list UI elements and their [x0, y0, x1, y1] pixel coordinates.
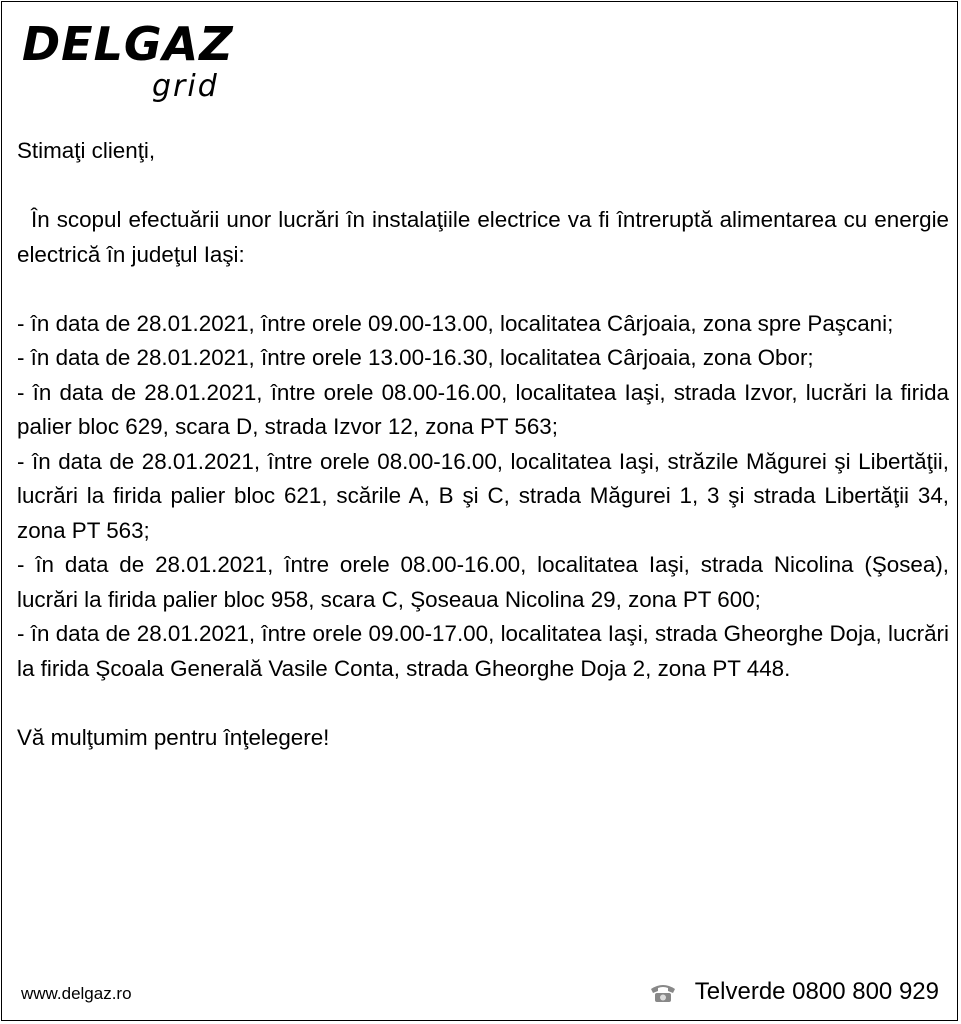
delgaz-grid-logo: [22, 16, 252, 106]
outage-item: - în data de 28.01.2021, între orele 09.00-17.00, localitatea Iaşi, strada Gheorghe Doja, lucrări la firida Şcoala Generală Vasile Conta, strada Gheorghe Doja 2, zona PT 448.: [17, 621, 949, 681]
outage-item: - în data de 28.01.2021, între orele 08.00-16.00, localitatea Iaşi, străzile Măgurei şi Libertăţii, lucrări la firida palier bloc 621, scările A, B şi C, strada Măgurei 1, 3 şi strada Libertăţii 34, zona PT 563;: [17, 448, 949, 543]
greeting: Stimaţi clienţi,: [17, 138, 156, 163]
logo-main-text: DELGAZ: [22, 17, 234, 71]
logo-sub-text: grid: [152, 69, 219, 104]
notice-body: [17, 134, 949, 755]
outage-item: - în data de 28.01.2021, între orele 08.00-16.00, localitatea Iaşi, strada Izvor, lucrări la firida palier bloc 629, scara D, strada Izvor 12, zona PT 563;: [17, 379, 949, 439]
outage-item: - în data de 28.01.2021, între orele 13.00-16.30, localitatea Cârjoaia, zona Obor;: [17, 345, 814, 370]
phone-number: Telverde 0800 800 929: [694, 978, 939, 1005]
outage-item: - în data de 28.01.2021, între orele 09.00-13.00, localitatea Cârjoaia, zona spre Paşcani;: [17, 310, 894, 336]
closing-line: Vă mulţumim pentru înţelegere!: [17, 724, 330, 750]
notice-frame: [1, 1, 958, 1021]
intro-paragraph: În scopul efectuării unor lucrări în instalaţiile electrice va fi întreruptă alimentarea cu energie electrică în judeţul Iaşi:: [17, 207, 949, 267]
website-link[interactable]: www.delgaz.ro: [21, 984, 132, 1003]
outage-item: - în data de 28.01.2021, între orele 08.00-16.00, localitatea Iaşi, strada Nicolina (Şosea), lucrări la firida palier bloc 958, scara C, Şoseaua Nicolina 29, zona PT 600;: [17, 552, 949, 612]
phone-contact: [649, 978, 939, 1006]
telephone-icon: [649, 981, 677, 1003]
